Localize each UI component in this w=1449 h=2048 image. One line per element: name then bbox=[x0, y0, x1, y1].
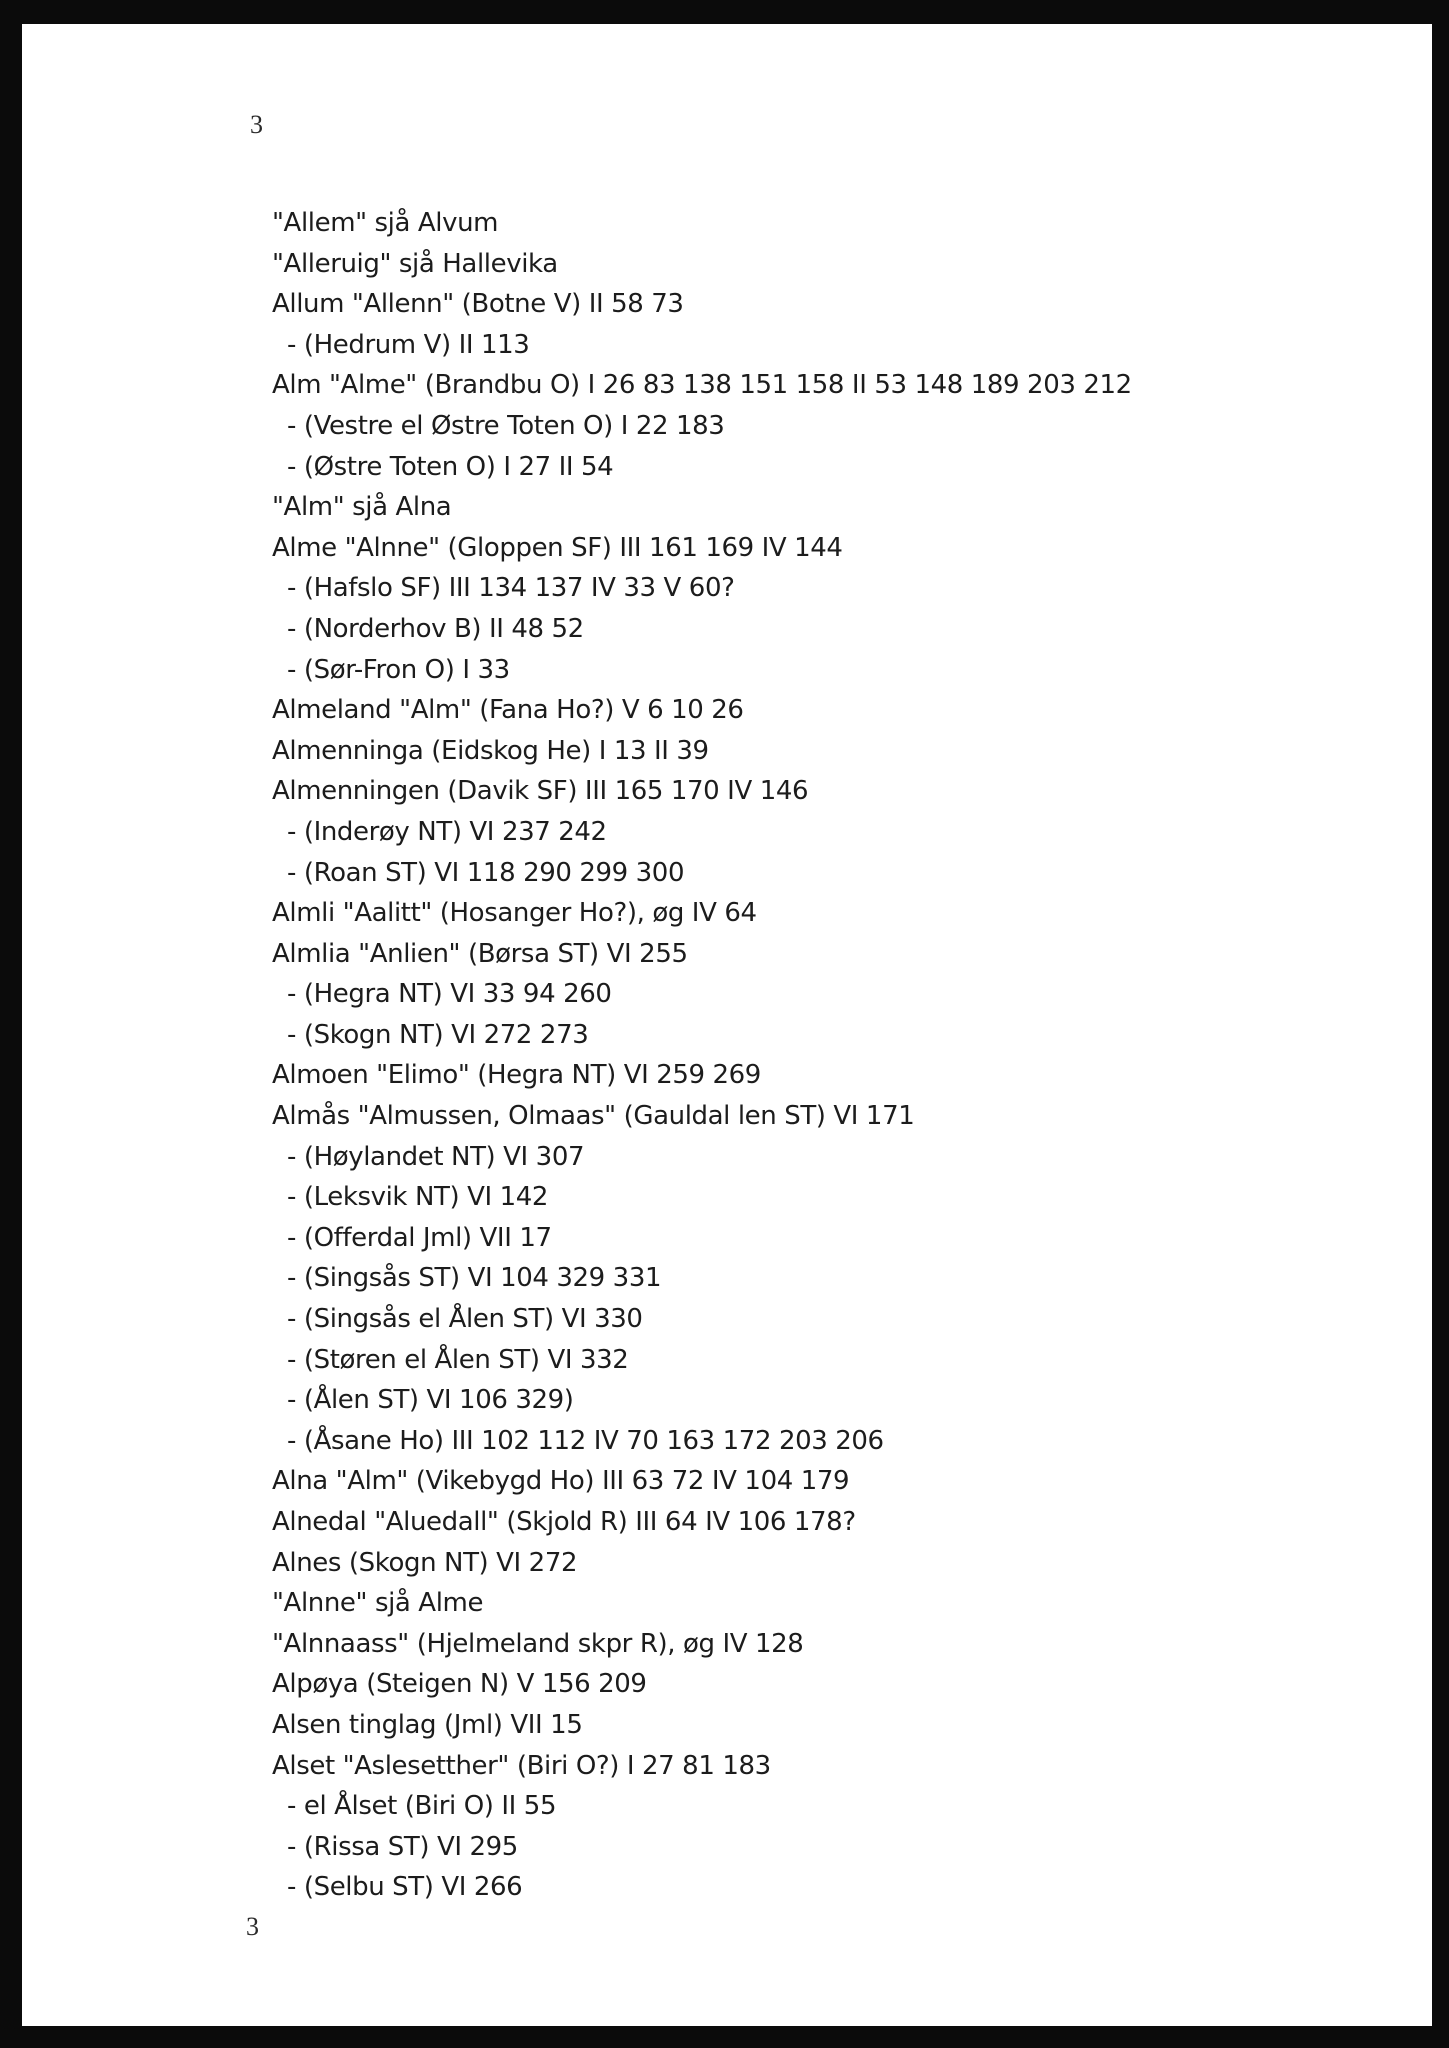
index-subentry: - (Singsås el Ålen ST) VI 330 bbox=[287, 1304, 643, 1335]
index-entry: Almenningen (Davik SF) III 165 170 IV 146 bbox=[272, 776, 809, 807]
index-entry: "Allem" sjå Alvum bbox=[272, 208, 499, 238]
index-entry: Allum "Allenn" (Botne V) II 58 73 bbox=[272, 289, 684, 320]
index-subentry: - (Åsane Ho) III 102 112 IV 70 163 172 203 206 bbox=[287, 1425, 884, 1456]
index-entry: Alset "Aslesetther" (Biri O?) I 27 81 183 bbox=[272, 1750, 771, 1781]
index-entry: Almlia "Anlien" (Børsa ST) VI 255 bbox=[272, 938, 688, 969]
index-subentry: - (Høylandet NT) VI 307 bbox=[287, 1141, 585, 1172]
index-entry: "Alm" sjå Alna bbox=[272, 492, 452, 523]
index-subentry: - (Hedrum V) II 113 bbox=[287, 329, 530, 360]
index-entry: Almoen "Elimo" (Hegra NT) VI 259 269 bbox=[272, 1060, 761, 1091]
index-subentry: - (Østre Toten O) I 27 II 54 bbox=[287, 451, 614, 482]
index-subentry: - (Vestre el Østre Toten O) I 22 183 bbox=[287, 410, 725, 441]
index-entry: "Alnnaass" (Hjelmeland skpr R), øg IV 128 bbox=[272, 1628, 804, 1659]
index-entry-list bbox=[272, 203, 1132, 1908]
index-subentry: - (Rissa ST) VI 295 bbox=[287, 1831, 518, 1862]
index-subentry: - (Skogn NT) VI 272 273 bbox=[287, 1019, 589, 1050]
index-subentry: - (Offerdal Jml) VII 17 bbox=[287, 1222, 552, 1253]
index-entry: Alna "Alm" (Vikebygd Ho) III 63 72 IV 104 179 bbox=[272, 1466, 850, 1497]
index-subentry: - (Støren el Ålen ST) VI 332 bbox=[287, 1344, 629, 1375]
index-entry: Alme "Alnne" (Gloppen SF) III 161 169 IV 144 bbox=[272, 532, 843, 563]
index-entry: Alm "Alme" (Brandbu O) I 26 83 138 151 158 II 53 148 189 203 212 bbox=[272, 370, 1132, 401]
index-entry: "Alnne" sjå Alme bbox=[272, 1588, 484, 1619]
index-entry: Almli "Aalitt" (Hosanger Ho?), øg IV 64 bbox=[272, 898, 757, 929]
index-subentry: - el Ålset (Biri O) II 55 bbox=[287, 1791, 557, 1822]
page-number-bottom: 3 bbox=[246, 1912, 259, 1941]
index-entry: Almeland "Alm" (Fana Ho?) V 6 10 26 bbox=[272, 695, 744, 726]
index-subentry: - (Ålen ST) VI 106 329) bbox=[287, 1385, 574, 1416]
index-entry: Alnes (Skogn NT) VI 272 bbox=[272, 1547, 578, 1578]
index-entry: Alsen tinglag (Jml) VII 15 bbox=[272, 1709, 583, 1740]
page-number-top: 3 bbox=[250, 110, 263, 139]
index-subentry: - (Hafslo SF) III 134 137 IV 33 V 60? bbox=[287, 573, 735, 604]
index-subentry: - (Norderhov B) II 48 52 bbox=[287, 613, 584, 644]
index-subentry: - (Leksvik NT) VI 142 bbox=[287, 1182, 549, 1213]
index-subentry: - (Inderøy NT) VI 237 242 bbox=[287, 816, 607, 847]
index-subentry: - (Selbu ST) VI 266 bbox=[287, 1872, 523, 1903]
index-entry: "Alleruig" sjå Hallevika bbox=[272, 248, 558, 279]
index-entry: Alpøya (Steigen N) V 156 209 bbox=[272, 1669, 647, 1700]
index-subentry: - (Sør-Fron O) I 33 bbox=[287, 654, 510, 685]
index-subentry: - (Singsås ST) VI 104 329 331 bbox=[287, 1263, 662, 1294]
index-entry: Almenninga (Eidskog He) I 13 II 39 bbox=[272, 735, 709, 766]
index-entry: Almås "Almussen, Olmaas" (Gauldal len ST) VI 171 bbox=[272, 1101, 915, 1132]
index-entry: Alnedal "Aluedall" (Skjold R) III 64 IV 106 178? bbox=[272, 1507, 856, 1537]
index-subentry: - (Roan ST) VI 118 290 299 300 bbox=[287, 857, 685, 888]
index-subentry: - (Hegra NT) VI 33 94 260 bbox=[287, 979, 612, 1010]
